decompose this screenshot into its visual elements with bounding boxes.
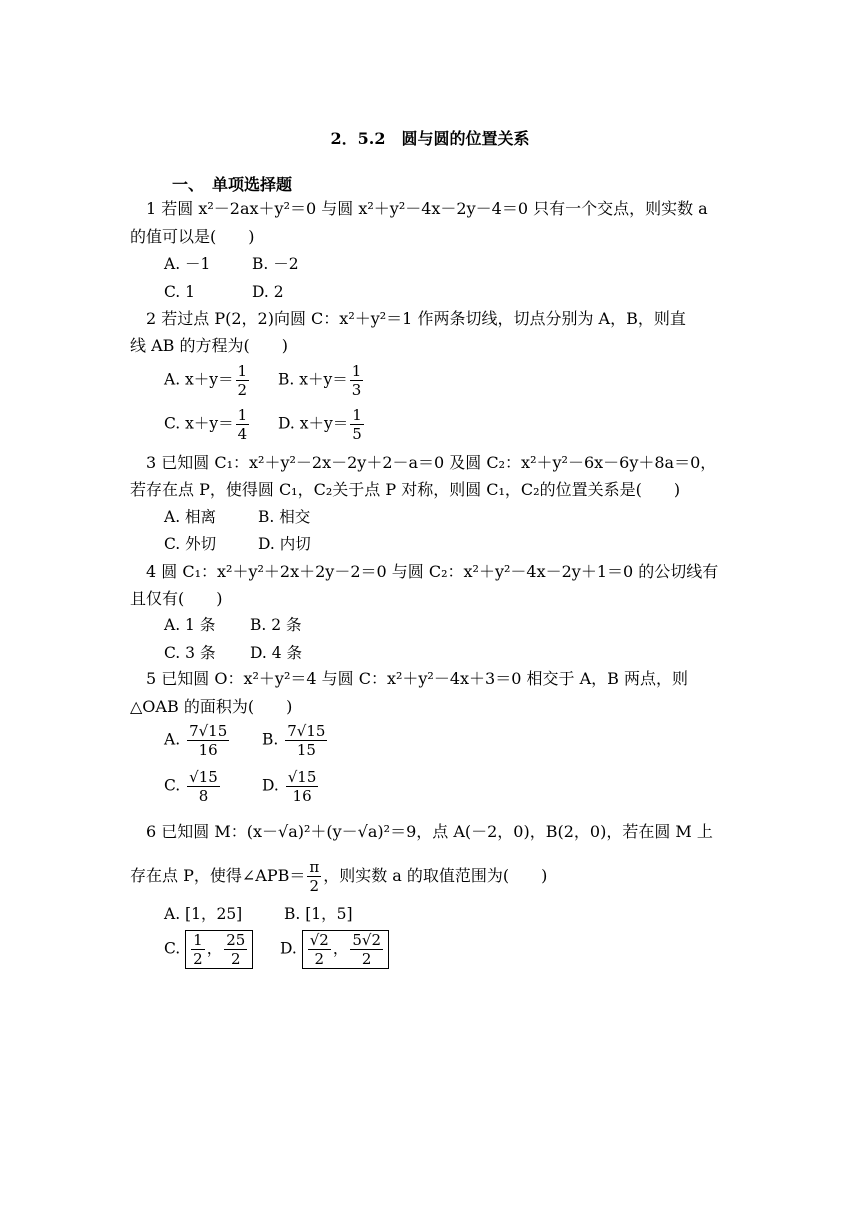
q3-option-b: B. 相交 — [258, 508, 311, 526]
q5-option-c-fraction — [187, 768, 220, 805]
fraction-denominator: 2 — [309, 877, 320, 895]
q6-option-d-label: D. — [280, 939, 297, 958]
q6-option-a: A. [1，25] — [164, 905, 243, 923]
question-6-line-1: 6 已知圆 M：(x－√a)²＋(y－√a)²＝9，点 A(－2，0)，B(2，0)，若在圆 M 上 — [146, 822, 713, 841]
q1-option-c: C. 1 — [164, 283, 196, 301]
interval-separator: ， — [332, 939, 349, 958]
fraction-numerator: 1 — [351, 362, 362, 380]
q2-option-a — [164, 362, 251, 399]
fraction-denominator: 2 — [237, 381, 248, 399]
q6-option-d-interval — [302, 930, 389, 969]
question-1-line-2: 的值可以是( ) — [130, 227, 255, 246]
q2-option-d-label: D. x＋y＝ — [278, 414, 349, 433]
q2-option-a-label: A. x＋y＝ — [164, 370, 234, 389]
question-6-line-2 — [130, 858, 547, 895]
fraction — [308, 931, 331, 968]
fraction-numerator: 5√2 — [352, 931, 382, 949]
q6-option-d — [280, 930, 389, 969]
q6-line-2-prefix: 存在点 P，使得∠APB＝ — [130, 866, 306, 885]
fraction-numerator: 1 — [237, 362, 248, 380]
interval-separator: ， — [206, 939, 223, 958]
q6-line-2-suffix: ，则实数 a 的取值范围为( ) — [323, 866, 548, 885]
fraction-denominator: 3 — [351, 381, 362, 399]
q6-option-c-label: C. — [164, 939, 181, 958]
fraction — [191, 931, 205, 968]
q4-option-d: D. 4 条 — [250, 644, 303, 662]
q3-option-d: D. 内切 — [258, 535, 311, 553]
fraction-numerator: 1 — [352, 406, 362, 424]
fraction-denominator: 16 — [292, 787, 312, 805]
q5-option-b-label: B. — [262, 730, 279, 749]
q2-option-a-fraction — [236, 362, 250, 399]
q2-option-d-fraction — [350, 406, 364, 443]
fraction-denominator: 15 — [296, 741, 316, 759]
fraction-denominator: 8 — [198, 787, 209, 805]
question-3-line-1: 3 已知圆 C₁：x²＋y²－2x－2y＋2－a＝0 及圆 C₂：x²＋y²－6x－6y＋8a＝0， — [146, 453, 717, 472]
q1-option-d: D. 2 — [252, 283, 284, 301]
fraction-numerator: 7√15 — [287, 722, 326, 740]
q6-option-b: B. [1，5] — [284, 905, 353, 923]
fraction-numerator: √2 — [309, 931, 329, 949]
q2-option-b — [278, 362, 365, 399]
fraction-denominator: 2 — [193, 950, 203, 968]
q3-option-c: C. 外切 — [164, 535, 217, 553]
fraction-numerator: √15 — [189, 768, 218, 786]
fraction — [224, 931, 247, 968]
q2-option-d — [278, 406, 366, 443]
fraction-denominator: 2 — [361, 950, 372, 968]
q5-option-d — [262, 768, 320, 805]
q5-option-a-fraction — [187, 722, 229, 759]
fraction-numerator: √15 — [287, 768, 317, 786]
fraction-numerator: 25 — [226, 931, 246, 949]
q2-option-c — [164, 406, 251, 443]
q1-option-b: B. －2 — [252, 255, 299, 273]
fraction — [350, 931, 383, 968]
q2-option-c-label: C. x＋y＝ — [164, 414, 234, 433]
question-2-line-2: 线 AB 的方程为( ) — [130, 336, 288, 355]
q5-option-d-label: D. — [262, 776, 279, 795]
q4-option-b: B. 2 条 — [250, 616, 302, 634]
q2-option-b-fraction — [350, 362, 364, 399]
question-5-line-2: △OAB 的面积为( ) — [130, 697, 293, 716]
q5-option-b — [262, 722, 329, 759]
question-5-line-1: 5 已知圆 O：x²＋y²＝4 与圆 C：x²＋y²－4x＋3＝0 相交于 A，B 两点，则 — [146, 669, 688, 688]
q4-option-a: A. 1 条 — [164, 616, 216, 634]
question-4-line-1: 4 圆 C₁：x²＋y²＋2x＋2y－2＝0 与圆 C₂：x²＋y²－4x－2y＋1＝0 的公切线有 — [146, 562, 719, 581]
fraction-denominator: 2 — [314, 950, 325, 968]
q6-option-c-interval — [185, 930, 253, 969]
question-4-line-2: 且仅有( ) — [130, 589, 223, 608]
q5-option-d-fraction — [286, 768, 319, 805]
q5-option-a — [164, 722, 231, 759]
q6-option-c — [164, 930, 253, 969]
fraction-numerator: 1 — [193, 931, 203, 949]
fraction-denominator: 5 — [352, 425, 362, 443]
q6-pi-fraction — [307, 858, 321, 895]
q5-option-c — [164, 768, 222, 805]
question-3-line-2: 若存在点 P，使得圆 C₁，C₂关于点 P 对称，则圆 C₁，C₂的位置关系是( ) — [130, 480, 681, 499]
q5-option-b-fraction — [285, 722, 327, 759]
section-heading: 一、 单项选择题 — [172, 175, 293, 194]
q5-option-a-label: A. — [164, 730, 181, 749]
q1-option-a: A. －1 — [164, 255, 211, 273]
fraction-numerator: 7√15 — [189, 722, 228, 740]
fraction-denominator: 4 — [237, 425, 248, 443]
question-2-line-1: 2 若过点 P(2，2)向圆 C：x²＋y²＝1 作两条切线，切点分别为 A，B，则直 — [146, 309, 686, 328]
q5-option-c-label: C. — [164, 776, 181, 795]
page-title: 2．5.2 圆与圆的位置关系 — [330, 129, 530, 148]
fraction-denominator: 2 — [231, 950, 241, 968]
q4-option-c: C. 3 条 — [164, 644, 216, 662]
q2-option-c-fraction — [236, 406, 250, 443]
fraction-numerator: 1 — [237, 406, 248, 424]
question-1-line-1: 1 若圆 x²－2ax＋y²＝0 与圆 x²＋y²－4x－2y－4＝0 只有一个交点，则实数 a — [146, 199, 708, 218]
fraction-numerator: π — [309, 858, 320, 876]
q2-option-b-label: B. x＋y＝ — [278, 370, 348, 389]
fraction-denominator: 16 — [198, 741, 218, 759]
q3-option-a: A. 相离 — [164, 508, 217, 526]
